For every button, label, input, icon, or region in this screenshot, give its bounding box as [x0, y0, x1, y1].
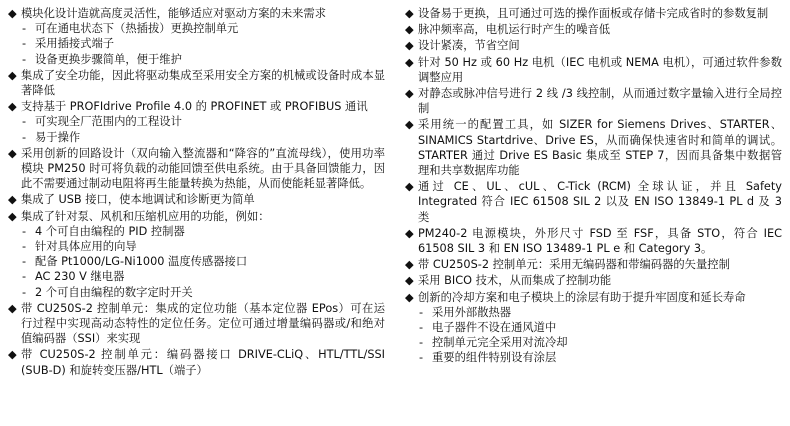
bullet-block [8, 68, 385, 98]
bullet-item-level1 [405, 38, 782, 53]
bullet-block [405, 226, 782, 256]
dash-bullet-icon: - [22, 224, 27, 238]
sub-bullet-text: 配备 Pt1000/LG-Ni1000 温度传感器接口 [35, 255, 248, 269]
bullet-item-level1 [8, 192, 385, 207]
bullet-text: 集成了 USB 接口，使本地调试和诊断更为简单 [21, 193, 255, 207]
bullet-block [405, 55, 782, 85]
right-column [395, 6, 782, 422]
sub-bullet-text: 电子器件不设在通风道中 [432, 321, 557, 335]
bullet-item-level1 [8, 68, 385, 98]
bullet-block [8, 192, 385, 207]
dash-bullet-icon: - [22, 37, 27, 51]
bullet-block [405, 117, 782, 178]
bullet-item-level2 [8, 36, 385, 51]
sub-bullet-text: 4 个可自由编程的 PID 控制器 [35, 224, 185, 238]
diamond-bullet-icon: ◆ [405, 226, 414, 240]
diamond-bullet-icon: ◆ [405, 290, 414, 304]
diamond-bullet-icon: ◆ [405, 258, 414, 272]
bullet-block [8, 146, 385, 192]
bullet-item-level2 [8, 239, 385, 254]
sub-bullet-text: 采用插接式端子 [35, 37, 115, 51]
bullet-text: 带 CU250S-2 控制单元：采用无编码器和带编码器的矢量控制 [418, 258, 730, 272]
dash-bullet-icon: - [419, 351, 424, 365]
sub-bullet-text: 可实现全厂范围内的工程设计 [35, 115, 182, 129]
sub-bullet-text: 可在通电状态下（热插拔）更换控制单元 [35, 22, 239, 36]
bullet-item-level1 [8, 347, 385, 377]
bullet-text: 集成了针对泵、风机和压缩机应用的功能，例如： [21, 209, 270, 223]
bullet-item-level2 [8, 130, 385, 145]
bullet-item-level2 [8, 285, 385, 300]
bullet-item-level2 [405, 335, 782, 350]
bullet-block [8, 347, 385, 377]
bullet-item-level2 [405, 305, 782, 320]
dash-bullet-icon: - [419, 321, 424, 335]
dash-bullet-icon: - [22, 285, 27, 299]
bullet-item-level1 [405, 290, 782, 305]
diamond-bullet-icon: ◆ [405, 55, 414, 69]
bullet-block [8, 6, 385, 67]
dash-bullet-icon: - [22, 130, 27, 144]
bullet-item-level1 [8, 146, 385, 192]
sub-bullet-text: 针对具体应用的向导 [35, 240, 137, 254]
bullet-item-level1 [405, 117, 782, 178]
bullet-text: 针对 50 Hz 或 60 Hz 电机（IEC 电机或 NEMA 电机），可通过软件参数调整应用 [418, 55, 782, 84]
bullet-text: 采用创新的回路设计（双向输入整流器和“降容的”直流母线），使用功率模块 PM250 时可将负载的动能回馈至供电系统。由于具备回馈能力，因此不需要通过制动电阻将再生能量转换为热能，从而使能耗显著降低。 [21, 146, 385, 191]
bullet-block [8, 99, 385, 145]
bullet-text: 设计紧凑，节省空间 [418, 39, 520, 53]
dash-bullet-icon: - [22, 22, 27, 36]
diamond-bullet-icon: ◆ [8, 7, 17, 20]
sub-bullet-text: 设备更换步骤简单，便于维护 [35, 52, 182, 66]
sub-bullet-text: 控制单元完全采用对流冷却 [432, 336, 568, 350]
bullet-block [405, 179, 782, 225]
dash-bullet-icon: - [22, 240, 27, 254]
bullet-item-level2 [8, 52, 385, 67]
diamond-bullet-icon: ◆ [405, 118, 414, 132]
bullet-text: 对静态或脉冲信号进行 2 线 /3 线控制，从而通过数字量输入进行全局控制 [418, 87, 782, 116]
bullet-item-level1 [8, 99, 385, 114]
dash-bullet-icon: - [419, 336, 424, 350]
bullet-text: 模块化设计造就高度灵活性，能够适应对驱动方案的未来需求 [21, 7, 327, 20]
diamond-bullet-icon: ◆ [405, 39, 414, 53]
bullet-block [405, 38, 782, 53]
diamond-bullet-icon: ◆ [8, 100, 17, 114]
bullet-item-level1 [405, 22, 782, 37]
bullet-item-level1 [8, 6, 385, 21]
bullet-item-level2 [8, 114, 385, 129]
diamond-bullet-icon: ◆ [405, 180, 414, 194]
diamond-bullet-icon: ◆ [8, 301, 17, 315]
dash-bullet-icon: - [22, 255, 27, 269]
bullet-text: 通过 CE、UL、cUL、C-Tick (RCM) 全球认证，并且 Safety Integrated 符合 IEC 61508 SIL 2 以及 EN ISO 13849-1 PL d 及 3 类 [418, 180, 782, 224]
bullet-block [405, 6, 782, 21]
bullet-item-level2 [405, 320, 782, 335]
sub-bullet-text: 重要的组件特别设有涂层 [432, 351, 557, 365]
bullet-text: 带 CU250S-2 控制单元：集成的定位功能（基本定位器 EPos）可在运行过程中实现高动态特性的定位任务。定位可通过增量编码器或/和绝对值编码器（SSI）来实现 [21, 301, 385, 346]
bullet-item-level1 [405, 257, 782, 272]
dash-bullet-icon: - [22, 270, 27, 284]
bullet-block [405, 290, 782, 366]
sub-bullet-text: 2 个可自由编程的数字定时开关 [35, 285, 193, 299]
diamond-bullet-icon: ◆ [405, 274, 414, 288]
bullet-block [8, 301, 385, 347]
bullet-block [405, 273, 782, 288]
bullet-text: 脉冲频率高，电机运行时产生的噪音低 [418, 23, 611, 37]
left-column [8, 6, 395, 422]
bullet-item-level1 [8, 209, 385, 224]
diamond-bullet-icon: ◆ [8, 68, 17, 82]
diamond-bullet-icon: ◆ [8, 146, 17, 160]
bullet-item-level2 [8, 269, 385, 284]
bullet-block [405, 257, 782, 272]
dash-bullet-icon: - [22, 115, 27, 129]
bullet-block [8, 209, 385, 300]
bullet-item-level2 [8, 21, 385, 36]
bullet-text: 支持基于 PROFIdrive Profile 4.0 的 PROFINET 或 PROFIBUS 通讯 [21, 100, 368, 114]
bullet-item-level2 [405, 350, 782, 365]
diamond-bullet-icon: ◆ [405, 23, 414, 37]
bullet-item-level1 [8, 301, 385, 347]
bullet-item-level1 [405, 86, 782, 116]
bullet-item-level2 [8, 224, 385, 239]
bullet-block [405, 86, 782, 116]
diamond-bullet-icon: ◆ [8, 193, 17, 207]
bullet-text: 带 CU250S-2 控制单元：编码器接口 DRIVE-CLiQ、HTL/TTL/SSI (SUB-D) 和旋转变压器/HTL（端子） [21, 348, 385, 377]
bullet-block [405, 22, 782, 37]
sub-bullet-text: 采用外部散热器 [432, 305, 512, 319]
bullet-text: 设备易于更换，且可通过可选的操作面板或存储卡完成省时的参数复制 [418, 7, 769, 20]
bullet-item-level1 [405, 6, 782, 21]
bullet-text: 集成了安全功能，因此将驱动集成至采用安全方案的机械或设备时成本显著降低 [21, 68, 385, 98]
bullet-item-level1 [405, 226, 782, 256]
bullet-item-level1 [405, 55, 782, 85]
sub-bullet-text: AC 230 V 继电器 [35, 270, 125, 284]
bullet-text: 采用 BICO 技术，从而集成了控制功能 [418, 274, 612, 288]
sub-bullet-text: 易于操作 [35, 130, 81, 144]
bullet-item-level2 [8, 254, 385, 269]
diamond-bullet-icon: ◆ [8, 209, 17, 223]
bullet-text: PM240-2 电源模块，外形尺寸 FSD 至 FSF，具备 STO，符合 IEC 61508 SIL 3 和 EN ISO 13489-1 PL e 和 Category 3。 [418, 226, 782, 256]
bullet-item-level1 [405, 179, 782, 225]
diamond-bullet-icon: ◆ [405, 7, 414, 20]
diamond-bullet-icon: ◆ [8, 348, 17, 362]
dash-bullet-icon: - [419, 305, 424, 319]
bullet-item-level1 [405, 273, 782, 288]
dash-bullet-icon: - [22, 52, 27, 66]
bullet-text: 采用统一的配置工具，如 SIZER for Siemens Drives、STARTER、SINAMICS Startdrive、Drive ES，从而确保快速省时和简单的调试。STARTER 通过 Drive ES Basic 集成至 STEP 7，因而具备集中数据管理和共享数据库功能 [418, 118, 782, 178]
bullet-text: 创新的冷却方案和电子模块上的涂层有助于提升牢固度和延长寿命 [418, 290, 746, 304]
diamond-bullet-icon: ◆ [405, 87, 414, 101]
